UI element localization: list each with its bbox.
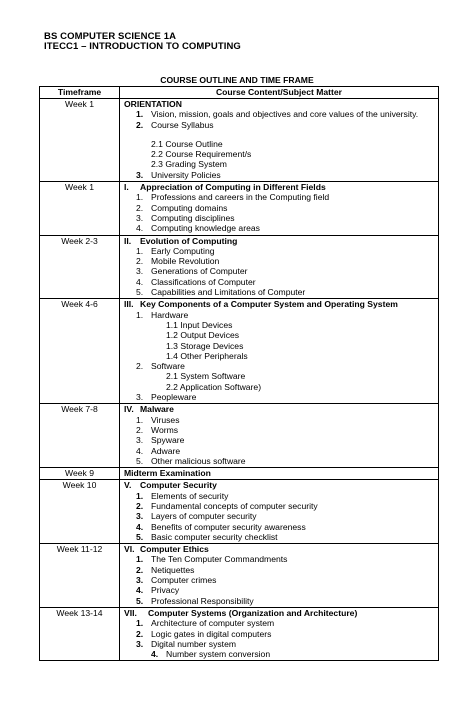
item-number: 3. xyxy=(136,575,144,586)
table-row xyxy=(40,299,439,404)
item-number: 1. xyxy=(136,109,144,120)
section-title: Key Components of a Computer System and Operating System xyxy=(140,299,398,310)
item-text: Spyware xyxy=(151,435,185,446)
table-row xyxy=(40,607,439,660)
list-item xyxy=(124,575,438,585)
section-heading xyxy=(124,544,438,554)
item-number: 2. xyxy=(136,256,144,267)
item-text: Adware xyxy=(151,445,181,456)
content-header: Course Content/Subject Matter xyxy=(120,87,439,99)
section-heading xyxy=(124,404,438,414)
list-item xyxy=(124,310,438,320)
content-cell xyxy=(120,468,439,480)
item-number: 2. xyxy=(136,500,144,511)
content-cell xyxy=(120,99,439,182)
item-text: Peopleware xyxy=(151,392,197,403)
item-text: Layers of computer security xyxy=(151,511,257,522)
table-row xyxy=(40,404,439,468)
item-number: 3. xyxy=(136,392,144,403)
list-item xyxy=(124,170,438,180)
list-item xyxy=(124,192,438,202)
item-number: 3. xyxy=(136,169,144,180)
section-heading xyxy=(124,480,438,490)
section-heading xyxy=(124,99,438,109)
list-item xyxy=(124,149,438,159)
item-number: 1. xyxy=(136,192,144,203)
item-number: 2. xyxy=(136,361,144,372)
list-item xyxy=(124,596,438,606)
section-heading xyxy=(124,236,438,246)
item-number: 1. xyxy=(136,309,144,320)
item-number: 5. xyxy=(136,287,144,298)
item-text: Vision, mission, goals and objectives and core values of the university. xyxy=(151,109,419,120)
item-number: 1. xyxy=(136,618,144,629)
item-number: 5. xyxy=(136,531,144,542)
section-heading xyxy=(124,182,438,192)
item-number: 2. xyxy=(136,119,144,130)
item-text: Mobile Revolution xyxy=(151,256,220,267)
section-number: IV. xyxy=(124,404,134,415)
item-text: Logic gates in digital computers xyxy=(151,628,272,639)
list-item xyxy=(124,382,438,392)
list-item xyxy=(124,491,438,501)
item-text: Benefits of computer security awareness xyxy=(151,521,306,532)
list-item xyxy=(124,585,438,595)
timeframe-cell: Week 1 xyxy=(40,99,120,182)
list-item xyxy=(124,532,438,542)
list-item xyxy=(124,361,438,371)
item-number: 2. xyxy=(136,202,144,213)
section-number: III. xyxy=(124,299,134,310)
table-row xyxy=(40,544,439,608)
timeframe-cell: Week 11-12 xyxy=(40,544,120,608)
item-number: 3. xyxy=(136,212,144,223)
item-text: Other malicious software xyxy=(151,455,246,466)
list-item xyxy=(124,246,438,256)
section-title: Computer Ethics xyxy=(140,544,209,555)
item-number: 1. xyxy=(136,554,144,565)
list-item xyxy=(124,639,438,649)
item-number: 2. xyxy=(136,628,144,639)
list-item xyxy=(124,120,438,130)
item-number: 4. xyxy=(136,585,144,596)
item-text: Early Computing xyxy=(151,245,215,256)
list-item xyxy=(124,501,438,511)
item-number: 5. xyxy=(136,595,144,606)
timeframe-cell: Week 13-14 xyxy=(40,607,120,660)
item-text: Worms xyxy=(151,424,179,435)
document-title: COURSE OUTLINE AND TIME FRAME xyxy=(160,75,314,85)
timeframe-cell: Week 2-3 xyxy=(40,235,120,299)
item-text: Privacy xyxy=(151,585,180,596)
list-item xyxy=(124,565,438,575)
program-label: BS COMPUTER SCIENCE 1A xyxy=(44,31,177,42)
list-item xyxy=(124,392,438,402)
list-item xyxy=(124,256,438,266)
item-number: 4. xyxy=(151,649,159,660)
list-item xyxy=(124,456,438,466)
item-number: 5. xyxy=(136,455,144,466)
section-number: VII. xyxy=(124,607,137,618)
content-cell xyxy=(120,182,439,235)
item-text: 1.3 Storage Devices xyxy=(166,340,244,351)
table-row xyxy=(40,182,439,235)
table-row xyxy=(40,468,439,480)
list-item xyxy=(124,203,438,213)
item-text: Architecture of computer system xyxy=(151,618,275,629)
item-text: 1.4 Other Peripherals xyxy=(166,350,248,361)
list-item xyxy=(124,287,438,297)
item-number: 3. xyxy=(136,435,144,446)
item-text: 1.2 Output Devices xyxy=(166,330,240,341)
item-number: 1. xyxy=(136,414,144,425)
content-cell xyxy=(120,544,439,608)
list-item xyxy=(124,511,438,521)
item-text: Basic computer security checklist xyxy=(151,531,278,542)
item-text: The Ten Computer Commandments xyxy=(151,554,288,565)
content-cell xyxy=(120,299,439,404)
item-number: 4. xyxy=(136,521,144,532)
course-outline-table xyxy=(39,86,439,661)
list-item xyxy=(124,330,438,340)
item-number: 1. xyxy=(136,490,144,501)
item-number: 3. xyxy=(136,511,144,522)
item-text: Generations of Computer xyxy=(151,266,248,277)
section-heading xyxy=(124,468,438,478)
list-item xyxy=(124,649,438,659)
timeframe-cell: Week 7-8 xyxy=(40,404,120,468)
section-title: Computer Security xyxy=(140,480,217,491)
item-text: Course Syllabus xyxy=(151,119,214,130)
item-text: Professions and careers in the Computing field xyxy=(151,192,330,203)
timeframe-cell: Week 4-6 xyxy=(40,299,120,404)
spacer xyxy=(124,130,438,139)
item-text: Computing knowledge areas xyxy=(151,223,260,234)
list-item xyxy=(124,425,438,435)
item-text: Computer crimes xyxy=(151,575,217,586)
item-text: Viruses xyxy=(151,414,180,425)
item-text: Professional Responsibility xyxy=(151,595,254,606)
list-item xyxy=(124,223,438,233)
list-item xyxy=(124,371,438,381)
item-text: Software xyxy=(151,361,185,372)
list-item xyxy=(124,446,438,456)
section-title: Malware xyxy=(140,404,174,415)
list-item xyxy=(124,139,438,149)
item-text: Capabilities and Limitations of Computer xyxy=(151,287,306,298)
list-item xyxy=(124,109,438,119)
item-text: Number system conversion xyxy=(166,649,271,660)
content-cell xyxy=(120,607,439,660)
list-item xyxy=(124,629,438,639)
list-item xyxy=(124,435,438,445)
list-item xyxy=(124,522,438,532)
list-item xyxy=(124,554,438,564)
section-number: V. xyxy=(124,480,132,491)
list-item xyxy=(124,320,438,330)
section-heading xyxy=(124,299,438,309)
timeframe-header: Timeframe xyxy=(40,87,120,99)
content-cell xyxy=(120,480,439,544)
item-number: 2. xyxy=(136,564,144,575)
timeframe-cell: Week 10 xyxy=(40,480,120,544)
section-title: Computer Systems (Organization and Architecture) xyxy=(148,607,358,618)
item-text: 1.1 Input Devices xyxy=(166,319,233,330)
item-text: Digital number system xyxy=(151,638,237,649)
item-text: 2.2 Course Requirement/s xyxy=(151,149,252,160)
list-item xyxy=(124,341,438,351)
section-number: II. xyxy=(124,235,132,246)
list-item xyxy=(124,351,438,361)
item-number: 4. xyxy=(136,276,144,287)
list-item xyxy=(124,266,438,276)
item-number: 4. xyxy=(136,223,144,234)
course-label: ITECC1 – INTRODUCTION TO COMPUTING xyxy=(44,41,241,52)
table-row xyxy=(40,480,439,544)
table-header-row xyxy=(40,87,439,99)
item-text: 2.3 Grading System xyxy=(151,159,227,170)
item-text: Computing domains xyxy=(151,202,228,213)
list-item xyxy=(124,277,438,287)
item-text: 2.1 Course Outline xyxy=(151,138,223,149)
item-number: 3. xyxy=(136,638,144,649)
item-number: 4. xyxy=(136,445,144,456)
item-text: Computing disciplines xyxy=(151,212,235,223)
item-text: 2.2 Application Software) xyxy=(166,381,262,392)
item-text: Netiquettes xyxy=(151,564,195,575)
list-item xyxy=(124,618,438,628)
item-number: 2. xyxy=(136,424,144,435)
section-title: Evolution of Computing xyxy=(140,235,238,246)
list-item xyxy=(124,213,438,223)
section-heading xyxy=(124,608,438,618)
section-title: Midterm Examination xyxy=(124,468,211,479)
table-row xyxy=(40,99,439,182)
item-text: Fundamental concepts of computer security xyxy=(151,500,318,511)
item-number: 3. xyxy=(136,266,144,277)
timeframe-cell: Week 9 xyxy=(40,468,120,480)
item-text: Elements of security xyxy=(151,490,229,501)
list-item xyxy=(124,415,438,425)
list-item xyxy=(124,159,438,169)
item-text: Hardware xyxy=(151,309,189,320)
content-cell xyxy=(120,235,439,299)
section-title: Appreciation of Computing in Different Fields xyxy=(140,182,326,193)
item-text: Classifications of Computer xyxy=(151,276,256,287)
section-number: I. xyxy=(124,182,129,193)
item-number: 1. xyxy=(136,245,144,256)
table-row xyxy=(40,235,439,299)
item-text: 2.1 System Software xyxy=(166,371,246,382)
section-number: VI. xyxy=(124,544,135,555)
timeframe-cell: Week 1 xyxy=(40,182,120,235)
item-text: University Policies xyxy=(151,169,221,180)
section-title: ORIENTATION xyxy=(124,99,182,109)
content-cell xyxy=(120,404,439,468)
